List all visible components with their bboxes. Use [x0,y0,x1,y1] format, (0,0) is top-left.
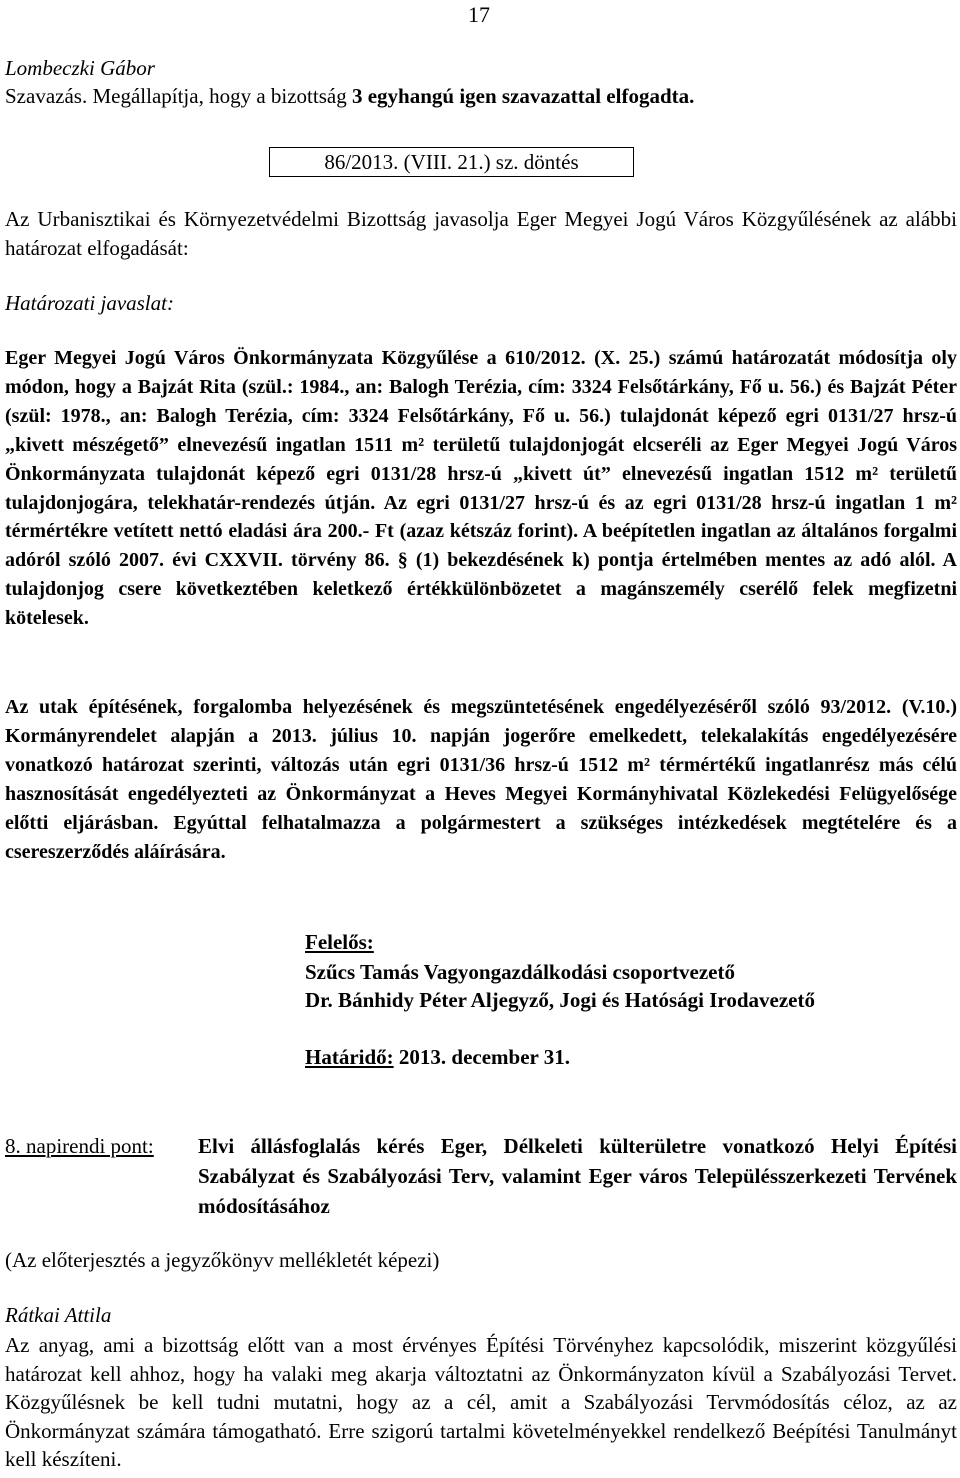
agenda-title: Elvi állásfoglalás kérés Eger, Délkeleti külterületre vonatkozó Helyi Építési Szabályzat és Szabályozási Terv, valamint Eger város Településszerkezeti Tervének módosításához [198,1134,957,1218]
deadline-label: Határidő: [305,1045,394,1069]
responsible-person-2: Dr. Bánhidy Péter Aljegyző, Jogi és Hatósági Irodavezető [305,988,815,1012]
speaker-name: Lombeczki Gábor [5,56,155,80]
agenda-label: 8. napirendi pont: [5,1134,154,1158]
intro-paragraph: Az Urbanisztikai és Környezetvédelmi Bizottság javasolja Eger Megyei Jogú Város Közgyűlésének az alábbi határozat elfogadását: [5,207,957,260]
responsible-label: Felelős: [305,930,374,954]
vote-line [5,83,694,110]
resolution-paragraph-2: Az utak építésének, forgalomba helyezésének és megszüntetésének engedélyezéséről szóló 93/2012. (V.10.) Kormányrendelet alapján a 2013. július 10. napján jogerőre emelkedett, telekalakítás engedélyezésére vonatkozó határozat szerinti, változás után egri 0131/36 hrsz-ú 1512 m² térmértékű ingatlanrész más célú hasznosítását engedélyezteti az Önkormányzat a Heves Megyei Kormányhivatal Közlekedési Felügyelősége előtti eljárásban. Egyúttal felhatalmazza a polgármestert a szükséges intézkedések megtételére és a csereszerződés aláírására. [5,696,957,863]
vote-result: 3 egyhangú igen szavazattal elfogadta. [351,84,695,108]
speech-paragraph: Az anyag, ami a bizottság előtt van a most érvényes Építési Törvényhez kapcsolódik, miszerint közgyűlési határozat kell ahhoz, hogy ha valaki meg akarja változtatni az Önkormányzaton kívül a Szabályozási Tervet. Közgyűlésnek be kell tudni mutatni, hogy az a cél, amit a Szabályozási Tervmódosítás céloz, az az Önkormányzat számára támogatható. Erre szigorú tartalmi követelményekkel rendelkező Beépítési Tanulmányt kell készíteni. [5,1333,957,1471]
proposal-heading: Határozati javaslat: [5,291,174,315]
deadline-value: 2013. december 31. [393,1045,570,1069]
attachment-note: (Az előterjesztés a jegyzőkönyv mellékletét képezi) [5,1248,440,1272]
resolution-paragraph: Eger Megyei Jogú Város Önkormányzata Közgyűlése a 610/2012. (X. 25.) számú határozatát módosítja oly módon, hogy a Bajzát Rita (szül.: 1984., an: Balogh Terézia, cím: 3324 Felsőtárkány, Fő u. 56.) és Bajzát Péter (szül: 1978., an: Balogh Terézia, cím: 3324 Felsőtárkány, Fő u. 56.) tulajdonát képező egri 0131/27 hrsz-ú „kivett mészégető” elnevezésű ingatlan 1511 m² területű tulajdonjogát elcseréli az Eger Megyei Jogú Város Önkormányzata tulajdonát képező egri 0131/28 hrsz-ú „kivett út” elnevezésű ingatlan 1512 m² területű tulajdonjogára, telekhatár-rendezés útján. Az egri 0131/27 hrsz-ú és az egri 0131/28 hrsz-ú ingatlan 1 m² térmértékre vetített nettó eladási ára 200.- Ft (azaz kétszáz forint). A beépítetlen ingatlan az általános forgalmi adóról szóló 2007. évi CXXVII. törvény 86. § (1) bekezdésének k) pontja értelmében mentes az adó alól. A tulajdonjog csere következtében keletkező értékkülönbözetet a magánszemély cserélő felek megfizetni kötelesek. [5,347,957,630]
vote-prefix: Szavazás. Megállapítja, hogy a bizottság [5,84,352,108]
page-number: 17 [468,2,490,27]
responsible-person-1: Szűcs Tamás Vagyongazdálkodási csoportvezető [305,960,735,984]
decision-label: 86/2013. (VIII. 21.) sz. döntés [269,147,634,177]
deadline [305,1043,570,1071]
speaker-name-2: Rátkai Attila [5,1303,112,1327]
